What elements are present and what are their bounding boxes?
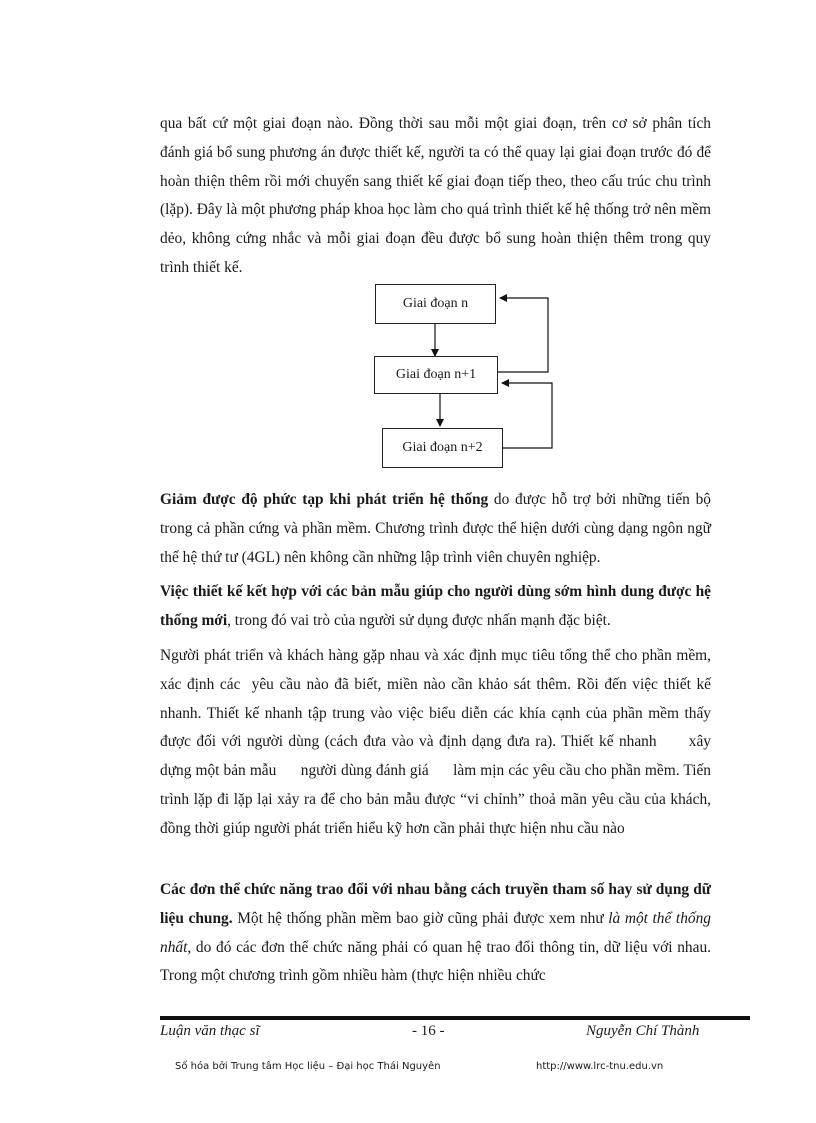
paragraph-1-text: qua bất cứ một giai đoạn nào. Đồng thời sau mỗi một giai đoạn, trên cơ sở phân tích đánh giá bổ sung phương án được thiết kế, người ta có thể quay lại giai đoạn trước đó để hoàn thiện thêm rồi mới chuyển sang thiết kế giai đoạn tiếp theo, theo cấu trúc chu trình (lặp). Đây là một phương pháp khoa học làm cho quá trình thiết kế hệ thống trở nên mềm dẻo, không cứng nhắc và mỗi giai đoạn đều được bổ sung hoàn thiện thêm trong quy trình thiết kế. — [160, 115, 711, 276]
stage-n2-label: Giai đoạn n+2 — [402, 440, 483, 455]
arrow-feedback-2 — [502, 383, 552, 448]
footer-author: Nguyễn Chí Thành — [586, 1023, 700, 1039]
footer-rule — [160, 1016, 750, 1020]
paragraph-3-text: , trong đó vai trò của người sử dụng được nhấn mạnh đặc biệt. — [227, 611, 611, 629]
paragraph-5 — [160, 876, 711, 991]
stage-n1-label: Giai đoạn n+1 — [395, 367, 477, 382]
paragraph-4 — [160, 642, 715, 844]
paragraph-3 — [160, 578, 711, 636]
paragraph-3-bold: Việc thiết kế kết hợp với các bản mẫu giúp cho người dùng sớm hình dung được hệ thống mới — [160, 583, 711, 629]
paragraph-2-bold: Giảm được độ phức tạp khi phát triển hệ thống — [160, 491, 489, 508]
arrow-feedback-1 — [497, 298, 548, 372]
footer-url[interactable]: http://www.lrc-tnu.edu.vn — [536, 1061, 664, 1072]
stage-n1-box — [374, 356, 498, 394]
paragraph-2-text: do được hỗ trợ bởi những tiến bộ trong cả phần cứng và phần mềm. Chương trình được thể hiện dưới cùng dạng ngôn ngữ thế hệ thứ tư (4GL) nên không cần những lập trình viên chuyên nghiệp. — [160, 491, 711, 566]
paragraph-4-text: Người phát triển và khách hàng gặp nhau và xác định mục tiêu tổng thể cho phần mềm, xác định các yêu cầu nào đã biết, miền nào cần khảo sát thêm. Rồi đến việc thiết kế nhanh. Thiết kế nhanh tập trung vào việc biểu diễn các khía cạnh của phần mềm thấy được đối với người dùng (cách đưa vào và định dạng đưa ra). Thiết kế nhanh xây dựng một bản mẫu người dùng đánh giá làm mịn các yêu cầu cho phần mềm. Tiến trình lặp đi lặp lại xảy ra để cho bản mẫu được “vi chỉnh” thoả mãn yêu cầu của khách, đồng thời giúp người phát triển hiểu kỹ hơn cần phải thực hiện nhu cầu nào — [160, 647, 715, 837]
stage-n2-box — [382, 428, 503, 468]
digitized-by: Số hóa bởi Trung tâm Học liệu – Đại học Thái Nguyên — [175, 1061, 441, 1072]
paragraph-2 — [160, 486, 711, 572]
paragraph-5-text-1: Một hệ thống phần mềm bao giờ cũng phải được xem như — [232, 909, 609, 927]
paragraph-5-text-2: do đó các đơn thể chức năng phải có quan hệ trao đổi thông tin, dữ liệu với nhau. Trong một chương trình gồm nhiều hàm (thực hiện nhiều chức — [160, 938, 711, 985]
page-number: - 16 - — [412, 1023, 445, 1039]
paragraph-5-bold: Các đơn thể chức năng trao đổi với nhau bằng cách truyền tham số hay sử dụng dữ liệu chung. — [160, 881, 711, 927]
stage-n-box — [375, 284, 496, 324]
paragraph-5-italic: là một thể thống nhất, — [160, 909, 711, 956]
footer-thesis-label: Luận văn thạc sĩ — [160, 1023, 260, 1039]
stage-n-label: Giai đoạn n — [402, 296, 469, 311]
